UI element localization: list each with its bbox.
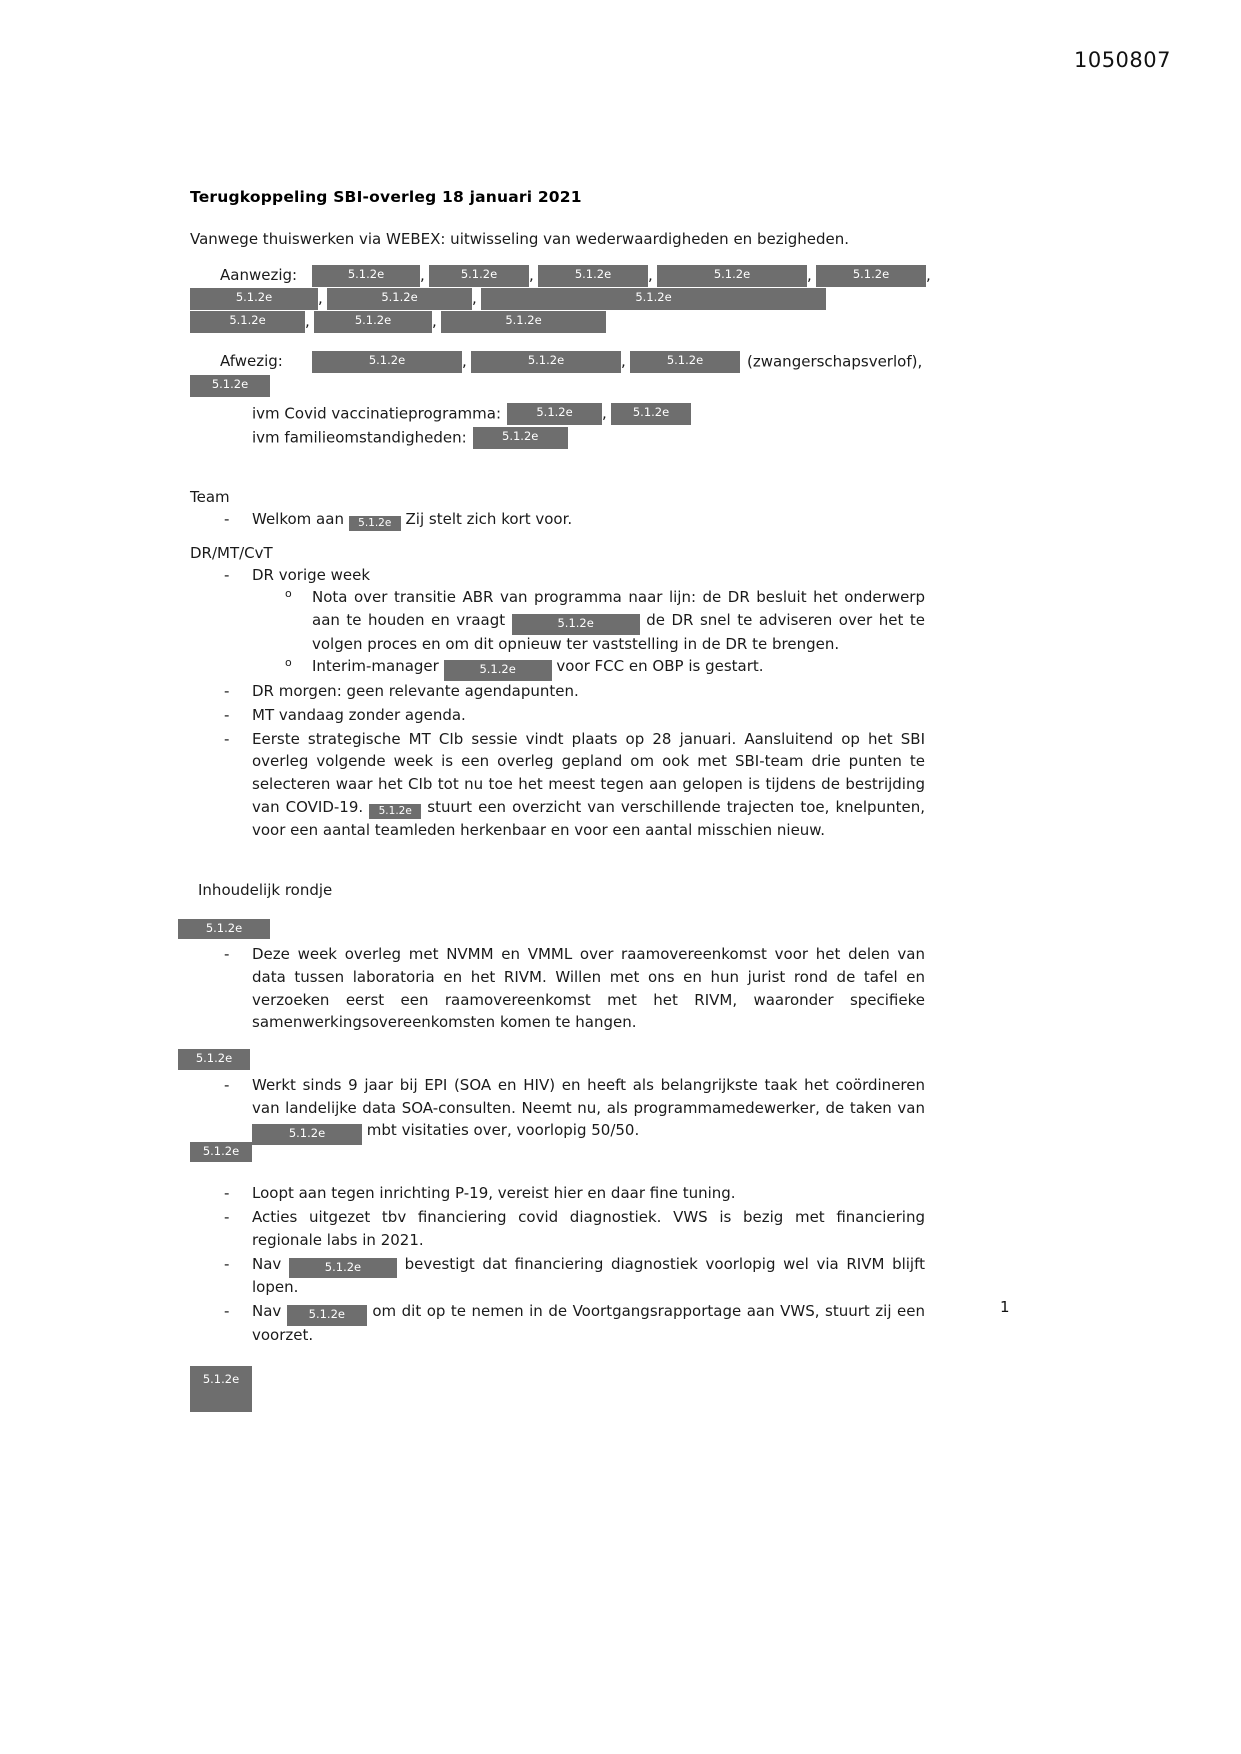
speaker-bullets (190, 1074, 925, 1143)
spacer (190, 532, 925, 544)
comma-separator: , (648, 266, 653, 285)
redaction-block: 5.1.2e (252, 1124, 362, 1145)
bullet-text-part1: Nav (252, 1302, 282, 1321)
sbi-text-part1: Eerste strategische MT CIb sessie vindt plaats op 28 januari. Aansluitend op het SBI overleg volgende week is een overleg gepland om ook met SBI-team drie punten te selecteren waar het CIb tot nu toe het meest tegen aan gelopen is tijdens de bestrijding van COVID-19. (252, 729, 925, 816)
list-item: - DR morgen: geen relevante agendapunten. (252, 680, 925, 703)
comma-separator: , (621, 352, 626, 371)
speaker-bullets (190, 1182, 925, 1346)
nota-text-part2: de DR snel te adviseren over het te volgen proces en om dit opnieuw ter vaststelling in de DR te brengen. (312, 611, 925, 653)
redaction-block: 5.1.2e (312, 351, 462, 373)
redaction-block: 5.1.2e (429, 265, 529, 287)
comma-separator: , (807, 266, 812, 285)
comma-separator: , (462, 352, 467, 371)
list-item (252, 508, 925, 531)
list-item (252, 1253, 925, 1299)
redaction-block: 5.1.2e (190, 1142, 252, 1163)
team-item-before: Welkom aan (252, 509, 344, 528)
speaker-block (190, 1047, 925, 1143)
list-item: - Deze week overleg met NVMM en VMML over raamovereenkomst voor het delen van data tussen laboratoria en het RIVM. Willen met ons en hun jurist rond de tafel en verzoeken eerst een raamovereenkomst met het RIVM, waaronder specifieke samenwerkingsovereenkomsten komen te hangen. (252, 943, 925, 1034)
attendance-present-row-2 (190, 288, 925, 310)
list-item: - Acties uitgezet tbv financiering covid diagnostiek. VWS is bezig met financiering regionale labs in 2021. (252, 1206, 925, 1252)
reason-covid-label: ivm Covid vaccinatieprogramma: (252, 404, 502, 423)
list-item: - Loopt aan tegen inrichting P-19, vereist hier en daar fine tuning. (252, 1182, 925, 1205)
comma-separator: , (472, 289, 477, 308)
list-item (252, 1300, 925, 1346)
redaction-block: 5.1.2e (190, 375, 270, 397)
redaction-block: 5.1.2e (327, 288, 472, 310)
comma-separator: , (420, 266, 425, 285)
redaction-block: 5.1.2e (538, 265, 648, 287)
drmtcvt-list (190, 564, 925, 842)
redaction-block: 5.1.2e (178, 919, 270, 940)
redaction-block: 5.1.2e (507, 403, 602, 425)
redaction-block: 5.1.2e (178, 1049, 250, 1070)
redaction-block: 5.1.2e (190, 1366, 252, 1412)
interim-text-part1: Interim-manager (312, 657, 439, 676)
bullet-text-part2: om dit op te nemen in de Voortgangsrapportage aan VWS, stuurt zij een voorzet. (252, 1302, 925, 1344)
nota-text-part1: Nota over transitie ABR van programma naar lijn: de DR besluit het onderwerp aan te houden en vraagt (312, 588, 925, 630)
spacer (190, 1035, 925, 1047)
speaker-block (190, 917, 925, 1035)
speaker-block (190, 1140, 925, 1346)
redaction-block: 5.1.2e (314, 311, 432, 333)
attendance-absent-label: Afwezig: (220, 352, 283, 371)
reason-family-row (252, 427, 925, 449)
comma-separator: , (318, 289, 323, 308)
comma-separator: , (305, 312, 310, 331)
redaction-block: 5.1.2e (369, 804, 421, 820)
spacer (190, 843, 925, 881)
redaction-block: 5.1.2e (471, 351, 621, 373)
redaction-block: 5.1.2e (287, 1305, 367, 1326)
sbi-text-part2: stuurt een overzicht van verschillende trajecten toe, knelpunten, voor een aantal teamleden herkenbaar en voor een aantal misschien nieuw. (252, 797, 925, 839)
spacer (190, 339, 925, 351)
redaction-block: 5.1.2e (481, 288, 826, 310)
attendance-absent-row-1 (220, 351, 925, 373)
team-item-after: Zij stelt zich kort voor. (405, 509, 573, 528)
speaker-block (190, 1364, 925, 1410)
redaction-block: 5.1.2e (190, 288, 318, 310)
attendance-present-label: Aanwezig: (220, 266, 298, 285)
redaction-block: 5.1.2e (512, 614, 640, 635)
attendance-present (190, 265, 931, 333)
dr-vorige-week-label: DR vorige week (252, 565, 371, 584)
section-heading-drmtcvt: DR/MT/CvT (190, 543, 273, 562)
section-heading-team: Team (190, 487, 230, 506)
attendance-present-row-3 (190, 311, 925, 333)
attendance-absent (190, 351, 925, 397)
page-number: 1 (1000, 1298, 1010, 1316)
redaction-block: 5.1.2e (444, 660, 552, 681)
intro-paragraph: Vanwege thuiswerken via WEBEX: uitwisseling van wederwaardigheden en bezigheden. (190, 230, 850, 248)
absent-note: (zwangerschapsverlof), (747, 352, 923, 371)
redaction-block: 5.1.2e (816, 265, 926, 287)
attendance-reasons (190, 403, 925, 449)
list-item: - MT vandaag zonder agenda. (252, 704, 925, 727)
spacer (190, 450, 925, 488)
document-body (190, 188, 931, 1410)
bullet-text-part2: bevestigt dat financiering diagnostiek voorlopig wel via RIVM blijft lopen. (252, 1254, 925, 1297)
comma-separator: , (602, 404, 607, 423)
list-item (252, 728, 925, 842)
redaction-block: 5.1.2e (611, 403, 691, 425)
interim-text-part2: voor FCC en OBP is gestart. (556, 657, 764, 676)
redaction-block: 5.1.2e (190, 311, 305, 333)
bullet-text-part2: mbt visitaties over, voorlopig 50/50. (366, 1121, 640, 1140)
list-item (252, 564, 925, 679)
list-item (252, 1074, 925, 1143)
document-id: 1050807 (1073, 48, 1171, 72)
comma-separator: , (529, 266, 534, 285)
section-heading-inhoudelijk: Inhoudelijk rondje (198, 880, 333, 899)
page-title: Terugkoppeling SBI-overleg 18 januari 2021 (190, 188, 582, 206)
reason-covid-row (252, 403, 925, 425)
team-list (190, 508, 925, 531)
redaction-block: 5.1.2e (349, 516, 401, 532)
redaction-block: 5.1.2e (657, 265, 807, 287)
redaction-block: 5.1.2e (289, 1258, 397, 1279)
drmtcvt-sublist (252, 586, 925, 679)
attendance-absent-row-2 (190, 375, 925, 397)
bullet-text-part1: Werkt sinds 9 jaar bij EPI (SOA en HIV) en heeft als belangrijkste taak het coördineren van landelijke data SOA-consulten. Neemt nu, als programmamedewerker, de taken van (252, 1075, 925, 1117)
attendance-present-row-1 (220, 265, 931, 287)
redaction-block: 5.1.2e (441, 311, 606, 333)
redaction-block: 5.1.2e (473, 427, 568, 449)
comma-separator: , (432, 312, 437, 331)
speaker-bullets (190, 943, 925, 1034)
bullet-text-part1: Nav (252, 1254, 282, 1273)
redaction-block: 5.1.2e (312, 265, 420, 287)
redaction-block: 5.1.2e (630, 351, 740, 373)
comma-separator: , (926, 266, 931, 285)
list-item (312, 586, 925, 655)
reason-family-label: ivm familieomstandigheden: (252, 428, 467, 447)
list-item (312, 655, 925, 679)
